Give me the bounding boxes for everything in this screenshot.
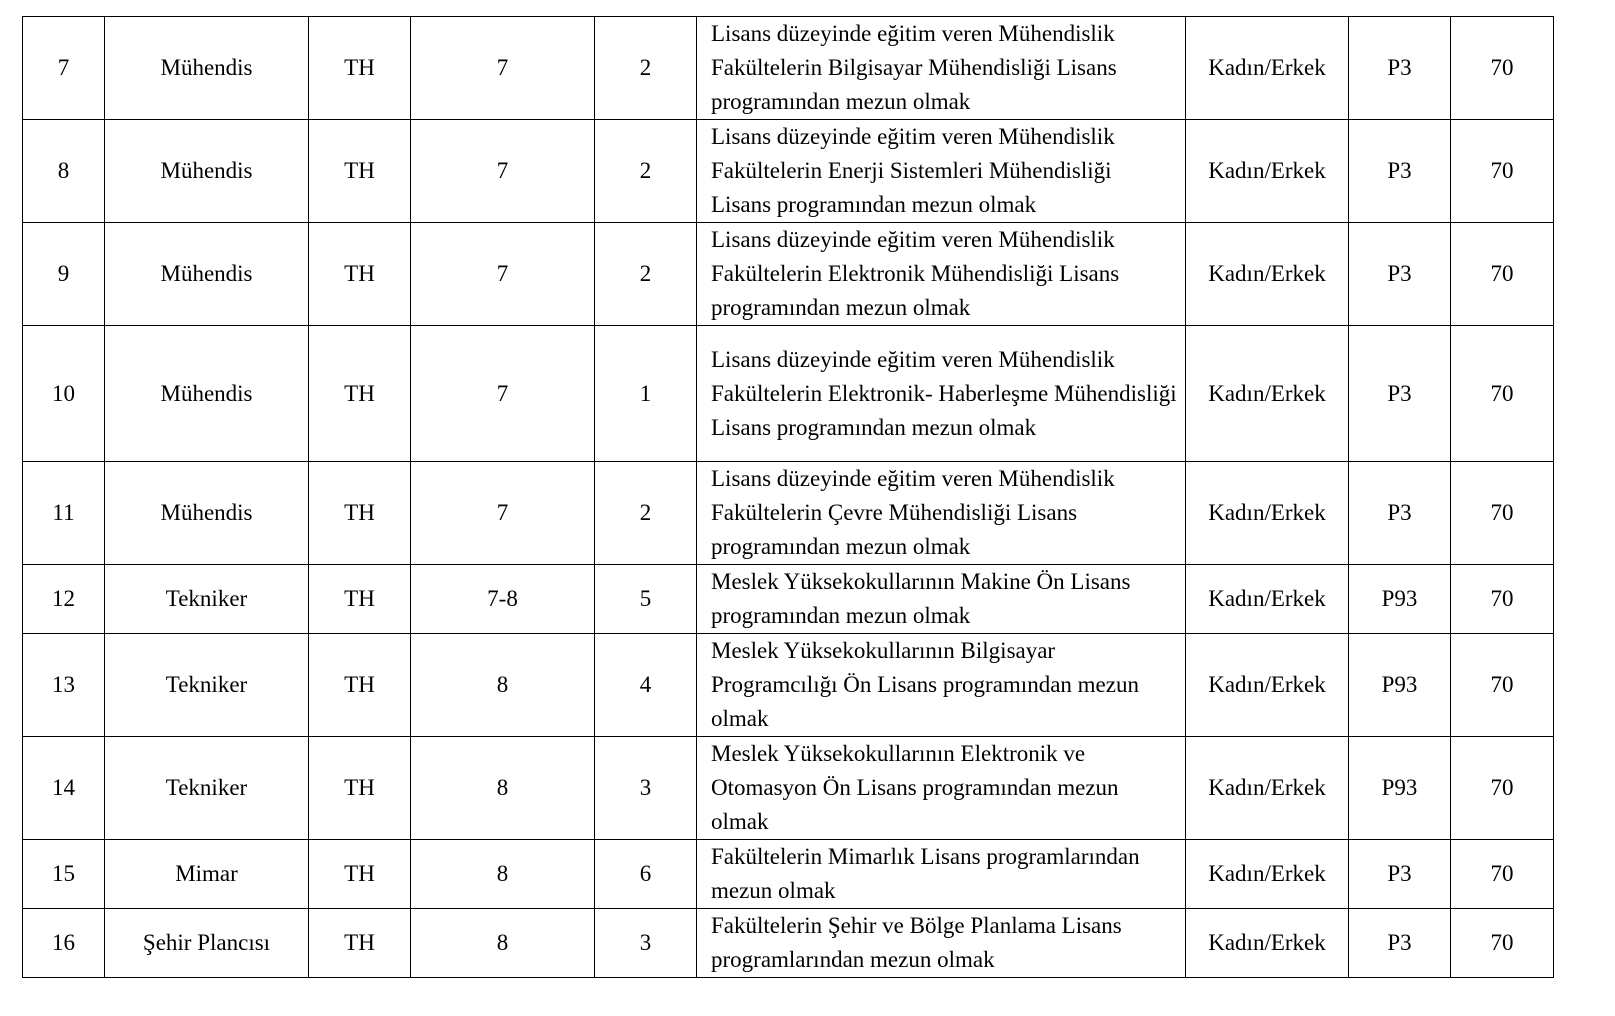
position-count: 6 [595, 840, 697, 909]
min-score: 70 [1451, 840, 1554, 909]
grade: 7 [411, 326, 595, 462]
gender: Kadın/Erkek [1186, 120, 1349, 223]
score-type: P93 [1349, 634, 1451, 737]
table-row [23, 737, 1554, 840]
position-count: 3 [595, 909, 697, 978]
position-count: 2 [595, 223, 697, 326]
row-number: 10 [23, 326, 105, 462]
table-row [23, 326, 1554, 462]
recruitment-table-container [22, 16, 1554, 978]
grade: 7-8 [411, 565, 595, 634]
score-type: P93 [1349, 565, 1451, 634]
recruitment-table [22, 16, 1554, 978]
qualification-text: Fakültelerin Mimarlık Lisans programlarından mezun olmak [697, 840, 1186, 909]
row-number: 7 [23, 17, 105, 120]
position-title: Tekniker [105, 634, 309, 737]
table-row [23, 17, 1554, 120]
grade: 7 [411, 223, 595, 326]
min-score: 70 [1451, 565, 1554, 634]
score-type: P3 [1349, 462, 1451, 565]
gender: Kadın/Erkek [1186, 17, 1349, 120]
gender: Kadın/Erkek [1186, 565, 1349, 634]
row-number: 11 [23, 462, 105, 565]
min-score: 70 [1451, 909, 1554, 978]
grade: 7 [411, 462, 595, 565]
position-title: Tekniker [105, 565, 309, 634]
score-type: P3 [1349, 223, 1451, 326]
min-score: 70 [1451, 223, 1554, 326]
qualification-text: Meslek Yüksekokullarının Bilgisayar Programcılığı Ön Lisans programından mezun olmak [697, 634, 1186, 737]
row-number: 12 [23, 565, 105, 634]
table-row [23, 120, 1554, 223]
service-class: TH [309, 909, 411, 978]
qualification-text: Lisans düzeyinde eğitim veren Mühendislik Fakültelerin Çevre Mühendisliği Lisans programından mezun olmak [697, 462, 1186, 565]
position-title: Şehir Plancısı [105, 909, 309, 978]
service-class: TH [309, 840, 411, 909]
qualification-text: Meslek Yüksekokullarının Elektronik ve Otomasyon Ön Lisans programından mezun olmak [697, 737, 1186, 840]
table-row [23, 223, 1554, 326]
service-class: TH [309, 634, 411, 737]
min-score: 70 [1451, 634, 1554, 737]
row-number: 16 [23, 909, 105, 978]
service-class: TH [309, 223, 411, 326]
score-type: P3 [1349, 909, 1451, 978]
position-title: Mühendis [105, 462, 309, 565]
grade: 8 [411, 737, 595, 840]
position-count: 1 [595, 326, 697, 462]
score-type: P3 [1349, 840, 1451, 909]
min-score: 70 [1451, 120, 1554, 223]
position-count: 2 [595, 462, 697, 565]
table-row [23, 462, 1554, 565]
score-type: P3 [1349, 120, 1451, 223]
table-row [23, 909, 1554, 978]
position-title: Mühendis [105, 17, 309, 120]
row-number: 9 [23, 223, 105, 326]
gender: Kadın/Erkek [1186, 737, 1349, 840]
min-score: 70 [1451, 326, 1554, 462]
position-title: Tekniker [105, 737, 309, 840]
service-class: TH [309, 462, 411, 565]
position-count: 3 [595, 737, 697, 840]
qualification-text: Lisans düzeyinde eğitim veren Mühendislik Fakültelerin Elektronik- Haberleşme Mühendisliği Lisans programından mezun olmak [697, 326, 1186, 462]
table-row [23, 565, 1554, 634]
gender: Kadın/Erkek [1186, 223, 1349, 326]
grade: 8 [411, 840, 595, 909]
service-class: TH [309, 326, 411, 462]
position-title: Mühendis [105, 326, 309, 462]
qualification-text: Lisans düzeyinde eğitim veren Mühendislik Fakültelerin Enerji Sistemleri Mühendisliği Lisans programından mezun olmak [697, 120, 1186, 223]
position-count: 4 [595, 634, 697, 737]
gender: Kadın/Erkek [1186, 909, 1349, 978]
row-number: 15 [23, 840, 105, 909]
gender: Kadın/Erkek [1186, 326, 1349, 462]
row-number: 14 [23, 737, 105, 840]
position-title: Mühendis [105, 120, 309, 223]
grade: 7 [411, 17, 595, 120]
min-score: 70 [1451, 737, 1554, 840]
score-type: P3 [1349, 326, 1451, 462]
service-class: TH [309, 565, 411, 634]
row-number: 8 [23, 120, 105, 223]
table-row [23, 634, 1554, 737]
score-type: P93 [1349, 737, 1451, 840]
grade: 8 [411, 634, 595, 737]
qualification-text: Fakültelerin Şehir ve Bölge Planlama Lisans programlarından mezun olmak [697, 909, 1186, 978]
min-score: 70 [1451, 462, 1554, 565]
qualification-text: Lisans düzeyinde eğitim veren Mühendislik Fakültelerin Bilgisayar Mühendisliği Lisans programından mezun olmak [697, 17, 1186, 120]
grade: 8 [411, 909, 595, 978]
min-score: 70 [1451, 17, 1554, 120]
position-count: 2 [595, 17, 697, 120]
gender: Kadın/Erkek [1186, 840, 1349, 909]
grade: 7 [411, 120, 595, 223]
position-title: Mühendis [105, 223, 309, 326]
gender: Kadın/Erkek [1186, 634, 1349, 737]
row-number: 13 [23, 634, 105, 737]
position-title: Mimar [105, 840, 309, 909]
qualification-text: Meslek Yüksekokullarının Makine Ön Lisans programından mezun olmak [697, 565, 1186, 634]
gender: Kadın/Erkek [1186, 462, 1349, 565]
service-class: TH [309, 737, 411, 840]
table-row [23, 840, 1554, 909]
position-count: 2 [595, 120, 697, 223]
score-type: P3 [1349, 17, 1451, 120]
position-count: 5 [595, 565, 697, 634]
service-class: TH [309, 17, 411, 120]
service-class: TH [309, 120, 411, 223]
qualification-text: Lisans düzeyinde eğitim veren Mühendislik Fakültelerin Elektronik Mühendisliği Lisans programından mezun olmak [697, 223, 1186, 326]
